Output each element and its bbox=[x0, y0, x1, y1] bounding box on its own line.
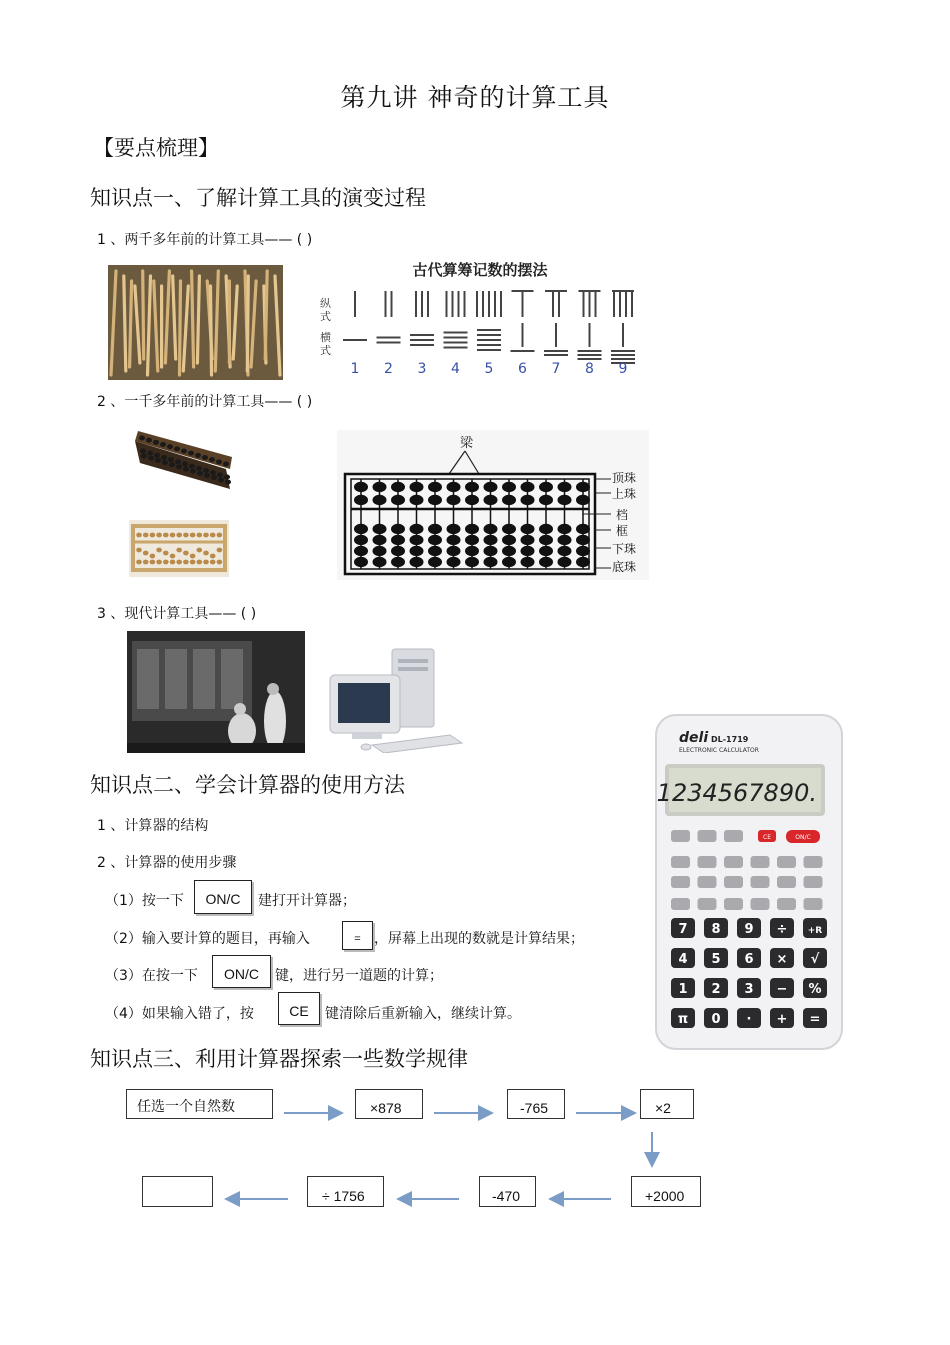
abacus-lower-bead bbox=[410, 546, 424, 556]
abacus-lower-bead bbox=[502, 557, 516, 567]
abacus-upper-bead bbox=[521, 482, 535, 492]
abacus-bead bbox=[217, 560, 223, 565]
rod-digit-label: 4 bbox=[451, 361, 460, 377]
abacus-label-lower-bead: 下珠 bbox=[612, 542, 637, 556]
abacus-upper-bead bbox=[447, 482, 461, 492]
abacus-bead bbox=[190, 560, 196, 565]
abacus-bead bbox=[188, 451, 194, 456]
rods-chart-title: 古代算筹记数的摆法 bbox=[412, 261, 548, 279]
calculator-key-label: 1 bbox=[678, 982, 688, 997]
abacus-lower-bead bbox=[502, 546, 516, 556]
abacus-lower-bead bbox=[576, 546, 590, 556]
calculator-onc-label: ON/C bbox=[795, 834, 811, 841]
calculator-function-key bbox=[804, 856, 823, 868]
abacus-bead bbox=[203, 560, 209, 565]
bamboo-rod bbox=[143, 271, 144, 359]
abacus-bead bbox=[190, 554, 196, 559]
abacus-bead bbox=[156, 560, 162, 565]
abacus-lower-bead bbox=[428, 524, 442, 534]
abacus-bead bbox=[190, 533, 196, 538]
abacus-upper-bead bbox=[354, 482, 368, 492]
abacus-label-frame: 框 bbox=[616, 524, 629, 538]
abacus-upper-bead bbox=[354, 495, 368, 505]
step-3-suffix: 键，进行另一道题的计算； bbox=[275, 968, 443, 984]
calculator-key-label: % bbox=[808, 982, 822, 997]
bamboo-rod bbox=[211, 286, 212, 375]
rod-digit-label: 2 bbox=[384, 361, 393, 377]
calculator-key-label: 6 bbox=[744, 952, 754, 967]
rod-digit-label: 1 bbox=[350, 361, 360, 377]
abacus-bead bbox=[176, 533, 182, 538]
abacus-lower-bead bbox=[428, 535, 442, 545]
abacus-upper-bead bbox=[428, 495, 442, 505]
abacus-bead bbox=[217, 533, 223, 538]
abacus-lower-bead bbox=[484, 524, 498, 534]
abacus-bead bbox=[182, 462, 188, 467]
abacus-upper-bead bbox=[576, 495, 590, 505]
abacus-upper-bead bbox=[576, 482, 590, 492]
abacus-lower-bead bbox=[354, 524, 368, 534]
abacus-upper-bead bbox=[391, 482, 405, 492]
step-4-suffix: 键清除后重新输入，继续计算。 bbox=[325, 1006, 521, 1022]
abacus-bead bbox=[169, 462, 175, 467]
abacus-diagram bbox=[337, 430, 649, 580]
abacus-bead bbox=[141, 454, 147, 459]
abacus-bead bbox=[147, 451, 153, 456]
kp2-heading: 知识点二、学会计算器的使用方法 bbox=[90, 773, 405, 797]
kp2-item1: 1 、计算器的结构 bbox=[97, 818, 209, 834]
abacus-bead bbox=[218, 477, 224, 482]
abacus-lower-bead bbox=[484, 557, 498, 567]
step-4-prefix: （4）如果输入错了，按 bbox=[105, 1006, 254, 1022]
abacus-bead bbox=[150, 554, 156, 559]
abacus-lower-bead bbox=[391, 524, 405, 534]
abacus-bead bbox=[217, 548, 223, 553]
abacus-photo-dark bbox=[130, 423, 238, 495]
calculator-function-key bbox=[804, 876, 823, 888]
abacus-upper-bead bbox=[539, 495, 553, 505]
bamboo-rod bbox=[180, 281, 181, 375]
abacus-upper-bead bbox=[558, 495, 572, 505]
abacus-lower-bead bbox=[521, 557, 535, 567]
abacus-bead bbox=[143, 533, 149, 538]
abacus-bead bbox=[154, 453, 160, 458]
abacus-bead bbox=[210, 470, 216, 475]
calculator-function-key bbox=[804, 898, 823, 910]
abacus-lower-bead bbox=[484, 535, 498, 545]
abacus-bead bbox=[224, 475, 230, 480]
calculator-function-key bbox=[698, 876, 717, 888]
abacus-lower-bead bbox=[558, 535, 572, 545]
onc-key-box: ON/C bbox=[194, 880, 252, 914]
abacus-label-beam: 梁 bbox=[460, 436, 474, 451]
abacus-label-bottom-bead: 底珠 bbox=[612, 560, 637, 574]
abacus-bead bbox=[156, 548, 162, 553]
abacus-upper-bead bbox=[428, 482, 442, 492]
abacus-lower-bead bbox=[558, 557, 572, 567]
abacus-lower-bead bbox=[484, 546, 498, 556]
abacus-lower-bead bbox=[447, 535, 461, 545]
calculator-key-label: × bbox=[776, 952, 788, 967]
abacus-bead bbox=[146, 438, 152, 443]
abacus-bead bbox=[170, 554, 176, 559]
abacus-bead bbox=[161, 455, 167, 460]
abacus-bead bbox=[196, 466, 202, 471]
abacus-bead bbox=[156, 533, 162, 538]
calculator-function-key bbox=[777, 876, 796, 888]
calculator-key-label: +R bbox=[807, 926, 823, 936]
rods-row-vertical-label: 纵式 bbox=[320, 297, 331, 323]
rod-digit-label: 9 bbox=[618, 361, 628, 377]
abacus-lower-bead bbox=[447, 546, 461, 556]
abacus-upper-bead bbox=[502, 495, 516, 505]
bamboo-rod bbox=[247, 276, 248, 371]
counting-rods-photo bbox=[108, 265, 283, 380]
abacus-lower-bead bbox=[521, 546, 535, 556]
calculator-photo bbox=[653, 712, 845, 1052]
abacus-upper-bead bbox=[521, 495, 535, 505]
abacus-upper-bead bbox=[410, 495, 424, 505]
abacus-bead bbox=[176, 548, 182, 553]
rod-digit-label: 7 bbox=[551, 361, 561, 377]
abacus-bead bbox=[163, 533, 169, 538]
step-3-prefix: （3）在按一下 bbox=[105, 968, 198, 984]
bamboo-rod bbox=[197, 276, 199, 363]
calculator-function-key bbox=[671, 830, 690, 842]
calculator-brand: deli bbox=[679, 730, 709, 746]
rods-row-horizontal-label: 横式 bbox=[320, 331, 331, 357]
kp1-item2: 2 、一千多年前的计算工具—— ( ) bbox=[97, 394, 313, 410]
abacus-bead bbox=[202, 455, 208, 460]
abacus-bead bbox=[195, 453, 201, 458]
abacus-label-upper-bead: 上珠 bbox=[612, 487, 637, 501]
calculator-key-label: π bbox=[677, 1012, 689, 1027]
onc-key-box-2: ON/C bbox=[212, 955, 271, 988]
abacus-bead bbox=[183, 467, 189, 472]
abacus-lower-bead bbox=[539, 546, 553, 556]
abacus-bead bbox=[203, 533, 209, 538]
calculator-key-label: + bbox=[776, 1012, 788, 1027]
abacus-lower-bead bbox=[558, 546, 572, 556]
abacus-lower-bead bbox=[576, 524, 590, 534]
abacus-bead bbox=[197, 548, 203, 553]
calculator-key-label: 2 bbox=[711, 982, 721, 997]
step-2-suffix: ，屏幕上出现的数就是计算结果； bbox=[374, 931, 584, 947]
flow-op-multiply-2: ×2 bbox=[640, 1089, 694, 1119]
abacus-upper-bead bbox=[391, 495, 405, 505]
kp1-item1: 1 、两千多年前的计算工具—— ( ) bbox=[97, 232, 313, 248]
abacus-bead bbox=[223, 462, 229, 467]
abacus-bead bbox=[162, 460, 168, 465]
abacus-bead bbox=[190, 469, 196, 474]
abacus-upper-bead bbox=[465, 482, 479, 492]
bamboo-rod bbox=[124, 276, 126, 371]
abacus-lower-bead bbox=[576, 557, 590, 567]
abacus-lower-bead bbox=[447, 557, 461, 567]
calculator-key-label: 8 bbox=[711, 922, 721, 937]
bamboo-rod bbox=[130, 281, 132, 367]
calculator-function-key bbox=[698, 830, 717, 842]
abacus-bead bbox=[168, 457, 174, 462]
calculator-display: 1234567890. bbox=[656, 779, 817, 807]
abacus-upper-bead bbox=[502, 482, 516, 492]
abacus-upper-bead bbox=[447, 495, 461, 505]
calculator-function-key bbox=[777, 898, 796, 910]
abacus-bead bbox=[176, 560, 182, 565]
abacus-bead bbox=[216, 459, 222, 464]
abacus-upper-bead bbox=[410, 482, 424, 492]
flow-start-box: 任选一个自然数 bbox=[126, 1089, 273, 1119]
calculator-key-label: = bbox=[809, 1012, 821, 1027]
abacus-bead bbox=[140, 449, 146, 454]
desktop-computer-photo bbox=[322, 645, 467, 753]
abacus-bead bbox=[197, 533, 203, 538]
abacus-lower-bead bbox=[576, 535, 590, 545]
step-1-prefix: （1）按一下 bbox=[105, 893, 184, 909]
abacus-bead bbox=[148, 456, 154, 461]
abacus-bead bbox=[150, 560, 156, 565]
abacus-lower-bead bbox=[410, 557, 424, 567]
calculator-function-key bbox=[751, 856, 770, 868]
abacus-bead bbox=[189, 464, 195, 469]
ce-key-box: CE bbox=[278, 992, 320, 1025]
abacus-upper-bead bbox=[465, 495, 479, 505]
abacus-lower-bead bbox=[410, 524, 424, 534]
kp1-item3: 3 、现代计算工具—— ( ) bbox=[97, 606, 257, 622]
abacus-lower-bead bbox=[447, 524, 461, 534]
rod-digit-label: 8 bbox=[585, 361, 594, 377]
abacus-bead bbox=[183, 551, 189, 556]
calculator-key-label: 7 bbox=[678, 922, 688, 937]
rod-digit-label: 3 bbox=[417, 361, 427, 377]
step-1-suffix: 建打开计算器； bbox=[258, 893, 356, 909]
calculator-key-label: 5 bbox=[711, 952, 721, 967]
abacus-lower-bead bbox=[539, 535, 553, 545]
abacus-lower-bead bbox=[465, 546, 479, 556]
abacus-lower-bead bbox=[391, 557, 405, 567]
abacus-bead bbox=[210, 554, 216, 559]
abacus-bead bbox=[217, 472, 223, 477]
abacus-bead bbox=[225, 480, 231, 485]
abacus-lower-bead bbox=[354, 546, 368, 556]
step-2-prefix: （2）输入要计算的题目，再输入 bbox=[105, 931, 310, 947]
abacus-bead bbox=[136, 560, 142, 565]
kp3-heading: 知识点三、利用计算器探索一些数学规律 bbox=[90, 1047, 468, 1071]
abacus-lower-bead bbox=[428, 557, 442, 567]
abacus-lower-bead bbox=[373, 557, 387, 567]
abacus-lower-bead bbox=[465, 524, 479, 534]
abacus-bead bbox=[136, 533, 142, 538]
bamboo-rod bbox=[265, 271, 267, 359]
flow-op-minus-470: -470 bbox=[479, 1176, 536, 1207]
abacus-upper-bead bbox=[558, 482, 572, 492]
abacus-lower-bead bbox=[558, 524, 572, 534]
calculator-subtitle: ELECTRONIC CALCULATOR bbox=[679, 747, 759, 754]
abacus-bead bbox=[174, 446, 180, 451]
abacus-upper-bead bbox=[373, 482, 387, 492]
abacus-bead bbox=[203, 551, 209, 556]
rod-digit-label: 6 bbox=[518, 361, 527, 377]
calculator-function-key bbox=[751, 898, 770, 910]
flow-op-divide-1756: ÷ 1756 bbox=[307, 1176, 384, 1207]
calculator-ce-label: CE bbox=[763, 834, 771, 841]
abacus-bead bbox=[204, 473, 210, 478]
calculator-model: DL-1719 bbox=[711, 735, 749, 744]
abacus-lower-bead bbox=[354, 557, 368, 567]
calculator-key-label: 3 bbox=[744, 982, 754, 997]
abacus-lower-bead bbox=[502, 524, 516, 534]
abacus-bead bbox=[210, 560, 216, 565]
abacus-bead bbox=[167, 444, 173, 449]
abacus-bead bbox=[143, 560, 149, 565]
abacus-bead bbox=[211, 475, 217, 480]
abacus-bead bbox=[181, 449, 187, 454]
kp1-heading: 知识点一、了解计算工具的演变过程 bbox=[90, 186, 426, 210]
abacus-lower-bead bbox=[521, 524, 535, 534]
calculator-function-key bbox=[777, 856, 796, 868]
calculator-key-label: 0 bbox=[711, 1012, 721, 1027]
abacus-bead bbox=[209, 457, 215, 462]
abacus-bead bbox=[197, 471, 203, 476]
abacus-bead bbox=[170, 560, 176, 565]
abacus-upper-bead bbox=[373, 495, 387, 505]
abacus-lower-bead bbox=[539, 524, 553, 534]
calculator-key-label: · bbox=[746, 1012, 752, 1027]
abacus-bead bbox=[160, 442, 166, 447]
abacus-bead bbox=[153, 440, 159, 445]
abacus-bead bbox=[155, 458, 161, 463]
calculator-function-key bbox=[671, 898, 690, 910]
abacus-bead bbox=[197, 560, 203, 565]
bamboo-rod bbox=[192, 271, 194, 367]
calculator-function-key bbox=[751, 876, 770, 888]
abacus-bead bbox=[163, 551, 169, 556]
flow-op-minus-765: -765 bbox=[507, 1089, 565, 1119]
equals-key-box: = bbox=[342, 921, 373, 950]
abacus-bead bbox=[183, 560, 189, 565]
abacus-lower-bead bbox=[391, 546, 405, 556]
flow-op-multiply-878: ×878 bbox=[355, 1089, 423, 1119]
abacus-upper-bead bbox=[539, 482, 553, 492]
calculator-key-label: ÷ bbox=[776, 922, 788, 937]
calculator-key-label: 4 bbox=[678, 952, 688, 967]
calculator-function-key bbox=[671, 856, 690, 868]
calculator-key-label: √ bbox=[810, 952, 820, 967]
abacus-bead bbox=[150, 533, 156, 538]
rod-digit-label: 5 bbox=[484, 361, 494, 377]
calculator-function-key bbox=[698, 898, 717, 910]
abacus-photo-light bbox=[129, 520, 229, 577]
abacus-bead bbox=[139, 436, 145, 441]
summary-heading: 【要点梳理】 bbox=[93, 136, 219, 160]
abacus-bead bbox=[163, 560, 169, 565]
flow-arrows bbox=[0, 1080, 950, 1220]
abacus-bead bbox=[175, 459, 181, 464]
eniac-photo bbox=[127, 631, 305, 753]
counting-rods-chart bbox=[315, 255, 645, 380]
abacus-lower-bead bbox=[502, 535, 516, 545]
abacus-lower-bead bbox=[521, 535, 535, 545]
abacus-bead bbox=[210, 533, 216, 538]
calculator-function-key bbox=[671, 876, 690, 888]
abacus-lower-bead bbox=[354, 535, 368, 545]
calculator-key-label: 9 bbox=[744, 922, 754, 937]
abacus-lower-bead bbox=[373, 524, 387, 534]
abacus-lower-bead bbox=[465, 557, 479, 567]
calculator-function-key bbox=[724, 876, 743, 888]
calculator-function-key bbox=[724, 856, 743, 868]
abacus-label-rod: 档 bbox=[616, 508, 629, 522]
abacus-label-top-bead: 顶珠 bbox=[612, 471, 637, 485]
calculator-key-label: − bbox=[776, 982, 788, 997]
abacus-lower-bead bbox=[410, 535, 424, 545]
flow-op-plus-2000: +2000 bbox=[631, 1176, 701, 1207]
abacus-bead bbox=[203, 468, 209, 473]
abacus-bead bbox=[170, 533, 176, 538]
abacus-bead bbox=[183, 533, 189, 538]
kp2-item2: 2 、计算器的使用步骤 bbox=[97, 855, 237, 871]
calculator-function-key bbox=[724, 898, 743, 910]
calculator-function-key bbox=[724, 830, 743, 842]
abacus-bead bbox=[143, 551, 149, 556]
abacus-lower-bead bbox=[391, 535, 405, 545]
abacus-lower-bead bbox=[428, 546, 442, 556]
abacus-lower-bead bbox=[465, 535, 479, 545]
abacus-lower-bead bbox=[373, 535, 387, 545]
abacus-lower-bead bbox=[373, 546, 387, 556]
abacus-bead bbox=[176, 464, 182, 469]
abacus-upper-bead bbox=[484, 495, 498, 505]
calculator-function-key bbox=[698, 856, 717, 868]
abacus-lower-bead bbox=[539, 557, 553, 567]
abacus-upper-bead bbox=[484, 482, 498, 492]
abacus-bead bbox=[136, 548, 142, 553]
page-title: 第九讲 神奇的计算工具 bbox=[340, 83, 610, 112]
